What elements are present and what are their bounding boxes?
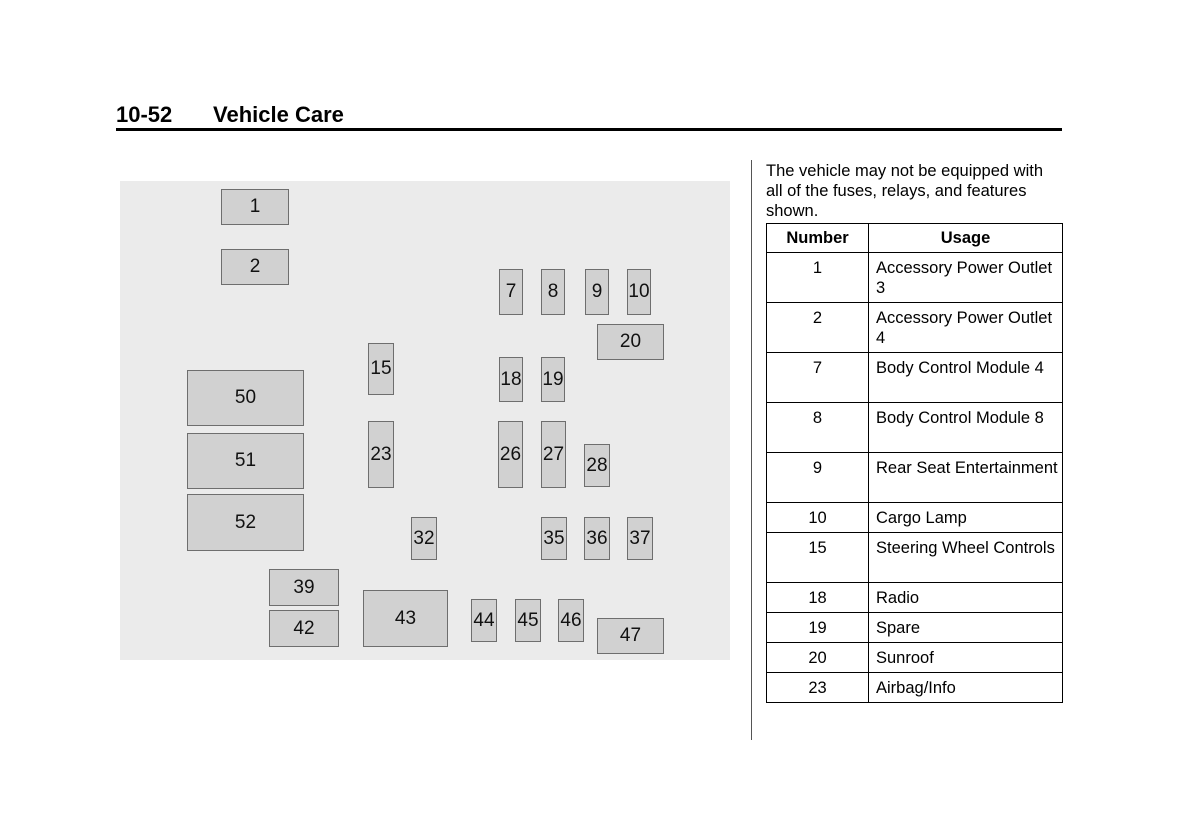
fuse-7: 7	[499, 269, 523, 315]
equipment-note: The vehicle may not be equipped with all of the fuses, relays, and features shown.	[766, 162, 1044, 220]
row-usage: Body Control Module 4	[869, 353, 1063, 403]
table-row	[767, 303, 1063, 353]
row-number: 10	[767, 503, 869, 533]
row-number: 23	[767, 673, 869, 703]
fuse-35: 35	[541, 517, 567, 560]
row-number: 18	[767, 583, 869, 613]
fuse-18: 18	[499, 357, 523, 402]
fuse-10: 10	[627, 269, 651, 315]
row-usage: Steering Wheel Controls	[869, 533, 1063, 583]
fuse-usage-table	[766, 223, 1063, 703]
fuse-44: 44	[471, 599, 497, 642]
header-rule	[116, 128, 1062, 131]
table-row	[767, 583, 1063, 613]
fuse-2: 2	[221, 249, 289, 285]
fuse-37: 37	[627, 517, 653, 560]
fuse-19: 19	[541, 357, 565, 402]
row-usage: Rear Seat Entertainment	[869, 453, 1063, 503]
row-number: 9	[767, 453, 869, 503]
column-divider	[751, 160, 752, 740]
column-header-number: Number	[767, 224, 869, 253]
fuse-45: 45	[515, 599, 541, 642]
fuse-36: 36	[584, 517, 610, 560]
page-header	[116, 100, 1062, 130]
section-title: Vehicle Care	[213, 102, 344, 127]
fuse-32: 32	[411, 517, 437, 560]
relay-42: 42	[269, 610, 339, 647]
table-header-row	[767, 224, 1063, 253]
table-row	[767, 253, 1063, 303]
column-header-usage: Usage	[869, 224, 1063, 253]
row-usage: Body Control Module 8	[869, 403, 1063, 453]
row-number: 1	[767, 253, 869, 303]
fuse-26: 26	[498, 421, 523, 488]
row-usage: Spare	[869, 613, 1063, 643]
row-number: 19	[767, 613, 869, 643]
relay-39: 39	[269, 569, 339, 606]
table-row	[767, 643, 1063, 673]
relay-50: 50	[187, 370, 304, 426]
row-usage: Sunroof	[869, 643, 1063, 673]
fuse-15: 15	[368, 343, 394, 395]
table-row	[767, 353, 1063, 403]
row-number: 8	[767, 403, 869, 453]
row-number: 7	[767, 353, 869, 403]
row-number: 15	[767, 533, 869, 583]
page-number: 10-52	[116, 102, 173, 127]
relay-51: 51	[187, 433, 304, 489]
row-usage: Accessory Power Outlet 4	[869, 303, 1063, 353]
row-usage: Radio	[869, 583, 1063, 613]
fuse-9: 9	[585, 269, 609, 315]
fuse-8: 8	[541, 269, 565, 315]
fuse-1: 1	[221, 189, 289, 225]
relay-43: 43	[363, 590, 448, 647]
row-number: 2	[767, 303, 869, 353]
row-usage: Airbag/Info	[869, 673, 1063, 703]
row-usage: Accessory Power Outlet 3	[869, 253, 1063, 303]
row-number: 20	[767, 643, 869, 673]
table-row	[767, 533, 1063, 583]
fuse-46: 46	[558, 599, 584, 642]
fuse-47: 47	[597, 618, 664, 654]
relay-52: 52	[187, 494, 304, 551]
table-row	[767, 503, 1063, 533]
fuse-28: 28	[584, 444, 610, 487]
fuse-23: 23	[368, 421, 394, 488]
row-usage: Cargo Lamp	[869, 503, 1063, 533]
table-row	[767, 453, 1063, 503]
table-row	[767, 613, 1063, 643]
fuse-27: 27	[541, 421, 566, 488]
table-row	[767, 403, 1063, 453]
fuse-20: 20	[597, 324, 664, 360]
fuse-block-diagram	[120, 181, 730, 660]
table-row	[767, 673, 1063, 703]
